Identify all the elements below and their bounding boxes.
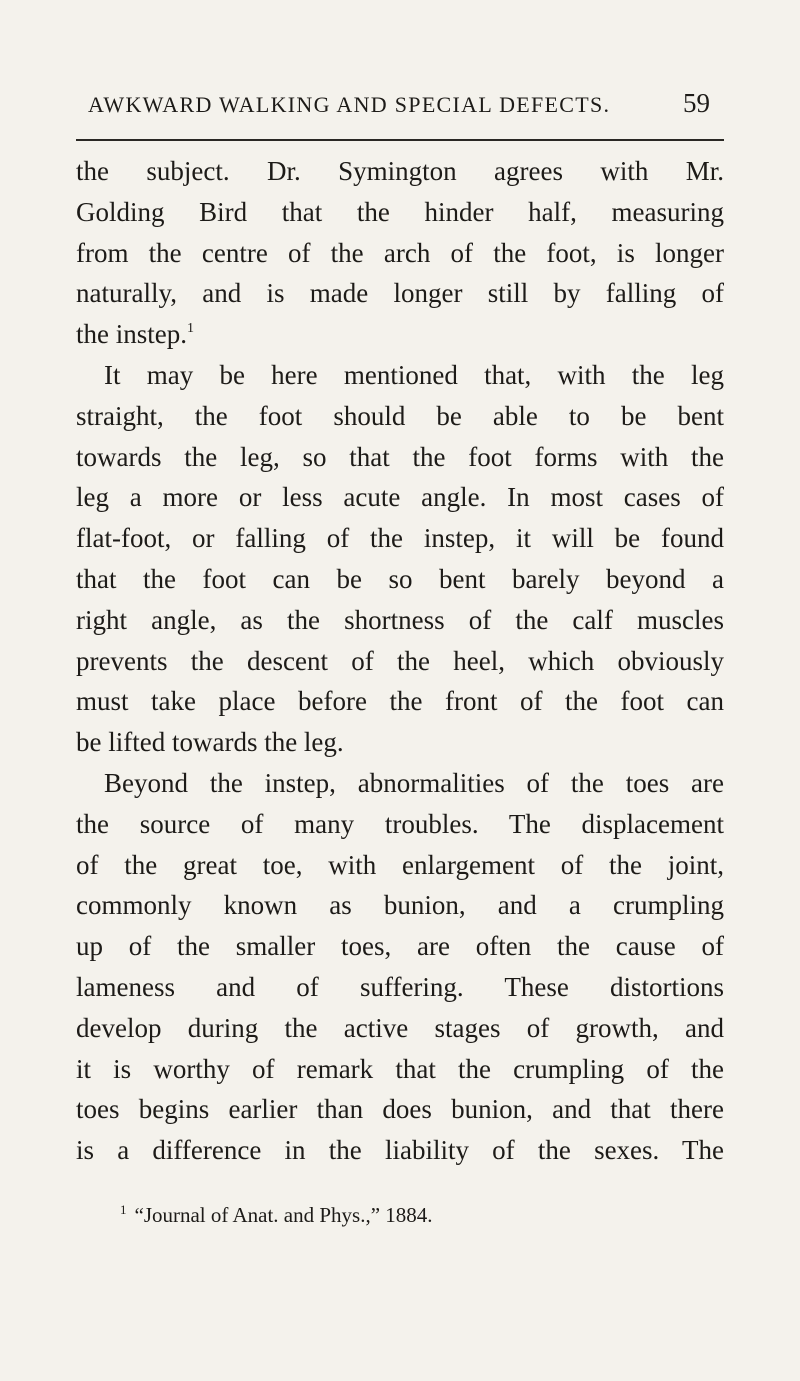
text-line (76, 273, 724, 314)
text-line-content: towards the leg, so that the foot forms with the (76, 441, 724, 472)
text-line (76, 1008, 724, 1049)
text-line-content: flat-foot, or falling of the instep, it will be found (76, 523, 724, 554)
text-line-content: from the centre of the arch of the foot, is longer (76, 237, 724, 268)
text-line-content: Golding Bird that the hinder half, measuring (76, 196, 724, 227)
text-line-content: Beyond the instep, abnormalities of the toes are (104, 767, 724, 798)
text-line (76, 1049, 724, 1090)
footnote-reference: 1 (186, 321, 194, 337)
footnote-marker: 1 (120, 1202, 127, 1217)
text-line (76, 641, 724, 682)
text-line (76, 600, 724, 641)
text-line (76, 233, 724, 274)
text-line (76, 355, 724, 396)
text-line (76, 559, 724, 600)
text-line (76, 314, 724, 355)
text-line-content: is a difference in the liability of the sexes. The (76, 1135, 724, 1166)
text-line-content: the source of many troubles. The displacement (76, 808, 724, 839)
text-line-content: straight, the foot should be able to be bent (76, 400, 724, 431)
text-line (76, 1130, 724, 1171)
text-line-content: naturally, and is made longer still by falling of (76, 278, 724, 309)
text-line (76, 518, 724, 559)
text-line (76, 681, 724, 722)
text-line-content: leg a more or less acute angle. In most cases of (76, 482, 724, 513)
text-line (76, 477, 724, 518)
text-line-content: must take place before the front of the foot can (76, 686, 724, 717)
text-line-content: It may be here mentioned that, with the leg (104, 359, 724, 390)
text-line (76, 396, 724, 437)
running-header (88, 88, 710, 128)
text-line (76, 885, 724, 926)
text-line (76, 763, 724, 804)
text-line-content: the subject. Dr. Symington agrees with Mr. (76, 156, 724, 186)
text-line (76, 192, 724, 233)
text-line (76, 722, 724, 763)
text-line-content: up of the smaller toes, are often the cause of (76, 931, 724, 962)
text-line (76, 926, 724, 967)
page-number: 59 (683, 88, 710, 118)
text-line (76, 967, 724, 1008)
text-line-content: the instep. (76, 319, 187, 350)
text-line-content: be lifted towards the leg. (76, 727, 344, 758)
text-line-content: develop during the active stages of growth, and (76, 1012, 724, 1043)
body-text (76, 151, 724, 1171)
text-line-content: right angle, as the shortness of the calf muscles (76, 604, 724, 635)
text-line-content: lameness and of suffering. These distortions (76, 971, 724, 1002)
text-line-content: that the foot can be so bent barely beyond a (76, 563, 724, 594)
text-line (76, 804, 724, 845)
text-line-content: it is worthy of remark that the crumpling of the (76, 1053, 724, 1084)
running-title: AWKWARD WALKING AND SPECIAL DEFECTS. (88, 92, 611, 117)
footnote-text: “Journal of Anat. and Phys.,” 1884. (134, 1203, 433, 1227)
text-line-content: of the great toe, with enlargement of the joint, (76, 849, 724, 880)
text-line-content: prevents the descent of the heel, which obviously (76, 645, 724, 676)
text-line (76, 845, 724, 886)
header-rule (76, 139, 724, 141)
text-line (76, 151, 724, 192)
text-line-content: toes begins earlier than does bunion, and that there (76, 1094, 724, 1125)
footnote (120, 1196, 433, 1229)
text-line (76, 1089, 724, 1130)
text-line-content: commonly known as bunion, and a crumpling (76, 890, 724, 921)
text-line (76, 437, 724, 478)
